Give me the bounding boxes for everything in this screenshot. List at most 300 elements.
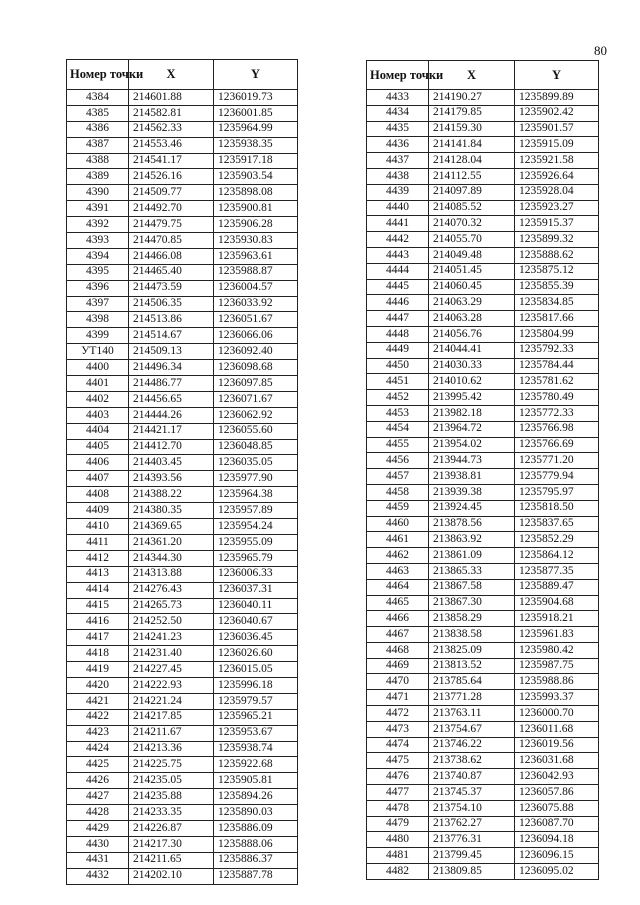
x-coordinate-cell: 213763.11: [429, 706, 515, 722]
table-row: [367, 864, 599, 880]
table-row: [367, 342, 599, 358]
table-row: [367, 247, 599, 263]
point-number-cell: 4394: [67, 248, 129, 264]
x-coordinate-cell: 213825.09: [429, 642, 515, 658]
x-coordinate-cell: 213809.85: [429, 864, 515, 880]
y-coordinate-cell: 1235771.20: [515, 453, 599, 469]
x-coordinate-cell: 214055.70: [429, 232, 515, 248]
y-coordinate-cell: 1235901.57: [515, 121, 599, 137]
x-coordinate-cell: 214128.04: [429, 153, 515, 169]
table-row: [67, 248, 298, 264]
x-coordinate-cell: 213838.58: [429, 627, 515, 643]
y-coordinate-cell: 1236071.67: [214, 391, 298, 407]
x-coordinate-cell: 213938.81: [429, 469, 515, 485]
y-coordinate-cell: 1235888.06: [214, 836, 298, 852]
y-coordinate-cell: 1235963.61: [214, 248, 298, 264]
point-number-cell: 4449: [367, 342, 429, 358]
y-coordinate-cell: 1235877.35: [515, 563, 599, 579]
y-coordinate-cell: 1236066.06: [214, 328, 298, 344]
point-number-cell: 4393: [67, 233, 129, 249]
table-row: [67, 598, 298, 614]
y-coordinate-cell: 1235964.99: [214, 121, 298, 137]
x-coordinate-cell: 214526.16: [129, 169, 214, 185]
point-number-cell: 4400: [67, 360, 129, 376]
point-number-cell: 4390: [67, 185, 129, 201]
page-number: 80: [594, 43, 607, 58]
x-coordinate-cell: 213944.73: [429, 453, 515, 469]
point-number-cell: 4466: [367, 611, 429, 627]
y-coordinate-cell: 1236057.86: [515, 785, 599, 801]
table-row: [367, 105, 599, 121]
header-point-number: Номер точки: [367, 61, 429, 90]
table-row: [367, 232, 599, 248]
x-coordinate-cell: 214465.40: [129, 264, 214, 280]
x-coordinate-cell: 214225.75: [129, 757, 214, 773]
y-coordinate-cell: 1236097.85: [214, 376, 298, 392]
x-coordinate-cell: 214486.77: [129, 376, 214, 392]
y-coordinate-cell: 1235964.38: [214, 487, 298, 503]
table-row: [367, 500, 599, 516]
x-coordinate-cell: 214056.76: [429, 326, 515, 342]
point-number-cell: 4426: [67, 773, 129, 789]
y-coordinate-cell: 1235954.24: [214, 519, 298, 535]
y-coordinate-cell: 1236036.45: [214, 630, 298, 646]
table-row: [367, 484, 599, 500]
point-number-cell: 4434: [367, 105, 429, 121]
x-coordinate-cell: 213924.45: [429, 500, 515, 516]
x-coordinate-cell: 214509.13: [129, 344, 214, 360]
table-row: [67, 439, 298, 455]
x-coordinate-cell: 214265.73: [129, 598, 214, 614]
y-coordinate-cell: 1235766.69: [515, 437, 599, 453]
x-coordinate-cell: 214393.56: [129, 471, 214, 487]
point-number-cell: УТ140: [67, 344, 129, 360]
x-coordinate-cell: 214049.48: [429, 247, 515, 263]
table-row: [367, 311, 599, 327]
table-row: [367, 216, 599, 232]
y-coordinate-cell: 1235938.74: [214, 741, 298, 757]
point-number-cell: 4386: [67, 121, 129, 137]
x-coordinate-cell: 214190.27: [429, 90, 515, 106]
y-coordinate-cell: 1236011.68: [515, 721, 599, 737]
table-row: [367, 421, 599, 437]
y-coordinate-cell: 1235766.98: [515, 421, 599, 437]
x-coordinate-cell: 214030.33: [429, 358, 515, 374]
x-coordinate-cell: 213738.62: [429, 753, 515, 769]
table-row: [67, 407, 298, 423]
table-row: [67, 709, 298, 725]
point-number-cell: 4448: [367, 326, 429, 342]
y-coordinate-cell: 1236062.92: [214, 407, 298, 423]
point-number-cell: 4414: [67, 582, 129, 598]
table-row: [367, 121, 599, 137]
table-row: [367, 437, 599, 453]
point-number-cell: 4444: [367, 263, 429, 279]
point-number-cell: 4401: [67, 376, 129, 392]
table-row: [67, 805, 298, 821]
point-number-cell: 4423: [67, 725, 129, 741]
table-row: [67, 646, 298, 662]
y-coordinate-cell: 1235898.08: [214, 185, 298, 201]
table-row: [67, 566, 298, 582]
point-number-cell: 4446: [367, 295, 429, 311]
table-row: [67, 868, 298, 884]
table-row: [367, 800, 599, 816]
point-number-cell: 4477: [367, 785, 429, 801]
table-row: [67, 836, 298, 852]
point-number-cell: 4440: [367, 200, 429, 216]
table-row: [67, 153, 298, 169]
point-number-cell: 4451: [367, 374, 429, 390]
y-coordinate-cell: 1235818.50: [515, 500, 599, 516]
x-coordinate-cell: 213745.37: [429, 785, 515, 801]
table-row: [367, 532, 599, 548]
x-coordinate-cell: 214070.32: [429, 216, 515, 232]
point-number-cell: 4459: [367, 500, 429, 516]
y-coordinate-cell: 1235988.87: [214, 264, 298, 280]
y-coordinate-cell: 1235817.66: [515, 311, 599, 327]
y-coordinate-cell: 1235781.62: [515, 374, 599, 390]
x-coordinate-cell: 214496.34: [129, 360, 214, 376]
x-coordinate-cell: 214344.30: [129, 550, 214, 566]
table-row: [67, 169, 298, 185]
point-number-cell: 4384: [67, 90, 129, 106]
x-coordinate-cell: 214479.75: [129, 217, 214, 233]
table-row: [367, 548, 599, 564]
y-coordinate-cell: 1236096.15: [515, 848, 599, 864]
x-coordinate-cell: 214541.17: [129, 153, 214, 169]
y-coordinate-cell: 1235965.21: [214, 709, 298, 725]
y-coordinate-cell: 1235795.97: [515, 484, 599, 500]
x-coordinate-cell: 213954.02: [429, 437, 515, 453]
point-number-cell: 4388: [67, 153, 129, 169]
y-coordinate-cell: 1235928.04: [515, 184, 599, 200]
point-number-cell: 4429: [67, 820, 129, 836]
y-coordinate-cell: 1235993.37: [515, 690, 599, 706]
y-coordinate-cell: 1236000.70: [515, 706, 599, 722]
table-row: [67, 582, 298, 598]
point-number-cell: 4406: [67, 455, 129, 471]
point-number-cell: 4443: [367, 247, 429, 263]
table-row: [67, 328, 298, 344]
point-number-cell: 4468: [367, 642, 429, 658]
y-coordinate-cell: 1235900.81: [214, 201, 298, 217]
y-coordinate-cell: 1235780.49: [515, 390, 599, 406]
header-y: Y: [214, 60, 298, 90]
y-coordinate-cell: 1236004.57: [214, 280, 298, 296]
y-coordinate-cell: 1235921.58: [515, 153, 599, 169]
y-coordinate-cell: 1235996.18: [214, 677, 298, 693]
y-coordinate-cell: 1235889.47: [515, 579, 599, 595]
x-coordinate-cell: 214444.26: [129, 407, 214, 423]
table-row: [367, 785, 599, 801]
y-coordinate-cell: 1235772.33: [515, 405, 599, 421]
table-row: [367, 737, 599, 753]
x-coordinate-cell: 214060.45: [429, 279, 515, 295]
x-coordinate-cell: 213939.38: [429, 484, 515, 500]
table-header-row: [67, 60, 298, 90]
point-number-cell: 4458: [367, 484, 429, 500]
point-number-cell: 4395: [67, 264, 129, 280]
y-coordinate-cell: 1235904.68: [515, 595, 599, 611]
x-coordinate-cell: 214388.22: [129, 487, 214, 503]
table-row: [367, 453, 599, 469]
table-row: [367, 90, 599, 106]
x-coordinate-cell: 213785.64: [429, 674, 515, 690]
x-coordinate-cell: 214276.43: [129, 582, 214, 598]
x-coordinate-cell: 214514.67: [129, 328, 214, 344]
table-row: [367, 674, 599, 690]
x-coordinate-cell: 214241.23: [129, 630, 214, 646]
point-number-cell: 4424: [67, 741, 129, 757]
x-coordinate-cell: 214361.20: [129, 534, 214, 550]
point-number-cell: 4456: [367, 453, 429, 469]
point-number-cell: 4438: [367, 168, 429, 184]
coordinates-table-right: [366, 60, 599, 880]
x-coordinate-cell: 214063.28: [429, 311, 515, 327]
point-number-cell: 4405: [67, 439, 129, 455]
point-number-cell: 4462: [367, 548, 429, 564]
y-coordinate-cell: 1236042.93: [515, 769, 599, 785]
point-number-cell: 4476: [367, 769, 429, 785]
x-coordinate-cell: 214227.45: [129, 662, 214, 678]
y-coordinate-cell: 1235979.57: [214, 693, 298, 709]
table-row: [67, 503, 298, 519]
y-coordinate-cell: 1236075.88: [515, 800, 599, 816]
table-row: [367, 516, 599, 532]
table-row: [67, 217, 298, 233]
point-number-cell: 4467: [367, 627, 429, 643]
x-coordinate-cell: 213861.09: [429, 548, 515, 564]
y-coordinate-cell: 1235922.68: [214, 757, 298, 773]
point-number-cell: 4407: [67, 471, 129, 487]
x-coordinate-cell: 214211.65: [129, 852, 214, 868]
x-coordinate-cell: 214222.93: [129, 677, 214, 693]
point-number-cell: 4482: [367, 864, 429, 880]
table-row: [67, 662, 298, 678]
table-row: [67, 471, 298, 487]
y-coordinate-cell: 1236040.67: [214, 614, 298, 630]
x-coordinate-cell: 214010.62: [429, 374, 515, 390]
y-coordinate-cell: 1236092.40: [214, 344, 298, 360]
point-number-cell: 4410: [67, 519, 129, 535]
y-coordinate-cell: 1235855.39: [515, 279, 599, 295]
y-coordinate-cell: 1236055.60: [214, 423, 298, 439]
x-coordinate-cell: 213754.10: [429, 800, 515, 816]
x-coordinate-cell: 213964.72: [429, 421, 515, 437]
table-row: [67, 90, 298, 106]
table-row: [367, 295, 599, 311]
x-coordinate-cell: 214235.88: [129, 789, 214, 805]
x-coordinate-cell: 213863.92: [429, 532, 515, 548]
point-number-cell: 4389: [67, 169, 129, 185]
x-coordinate-cell: 214097.89: [429, 184, 515, 200]
y-coordinate-cell: 1235977.90: [214, 471, 298, 487]
x-coordinate-cell: 213878.56: [429, 516, 515, 532]
x-coordinate-cell: 214141.84: [429, 137, 515, 153]
table-row: [67, 233, 298, 249]
coordinates-table-left: [66, 59, 298, 885]
point-number-cell: 4475: [367, 753, 429, 769]
point-number-cell: 4391: [67, 201, 129, 217]
y-coordinate-cell: 1235965.79: [214, 550, 298, 566]
y-coordinate-cell: 1236001.85: [214, 105, 298, 121]
y-coordinate-cell: 1235915.37: [515, 216, 599, 232]
table-row: [67, 280, 298, 296]
y-coordinate-cell: 1235899.32: [515, 232, 599, 248]
table-row: [367, 579, 599, 595]
x-coordinate-cell: 214380.35: [129, 503, 214, 519]
table-row: [367, 642, 599, 658]
y-coordinate-cell: 1236051.67: [214, 312, 298, 328]
table-row: [67, 391, 298, 407]
table-row: [367, 611, 599, 627]
point-number-cell: 4397: [67, 296, 129, 312]
table-row: [367, 137, 599, 153]
y-coordinate-cell: 1235886.09: [214, 820, 298, 836]
point-number-cell: 4415: [67, 598, 129, 614]
x-coordinate-cell: 214562.33: [129, 121, 214, 137]
table-row: [67, 344, 298, 360]
table-row: [67, 773, 298, 789]
y-coordinate-cell: 1235888.62: [515, 247, 599, 263]
x-coordinate-cell: 213771.28: [429, 690, 515, 706]
x-coordinate-cell: 214063.29: [429, 295, 515, 311]
x-coordinate-cell: 214601.88: [129, 90, 214, 106]
y-coordinate-cell: 1236019.56: [515, 737, 599, 753]
y-coordinate-cell: 1235864.12: [515, 548, 599, 564]
point-number-cell: 4413: [67, 566, 129, 582]
point-number-cell: 4470: [367, 674, 429, 690]
point-number-cell: 4453: [367, 405, 429, 421]
y-coordinate-cell: 1235988.86: [515, 674, 599, 690]
x-coordinate-cell: 214085.52: [429, 200, 515, 216]
point-number-cell: 4416: [67, 614, 129, 630]
point-number-cell: 4385: [67, 105, 129, 121]
x-coordinate-cell: 214421.17: [129, 423, 214, 439]
table-row: [367, 816, 599, 832]
table-row: [67, 820, 298, 836]
x-coordinate-cell: 214509.77: [129, 185, 214, 201]
y-coordinate-cell: 1236031.68: [515, 753, 599, 769]
table-row: [67, 630, 298, 646]
y-coordinate-cell: 1236048.85: [214, 439, 298, 455]
x-coordinate-cell: 214412.70: [129, 439, 214, 455]
y-coordinate-cell: 1236094.18: [515, 832, 599, 848]
y-coordinate-cell: 1235953.67: [214, 725, 298, 741]
y-coordinate-cell: 1235894.26: [214, 789, 298, 805]
point-number-cell: 4421: [67, 693, 129, 709]
x-coordinate-cell: 213799.45: [429, 848, 515, 864]
y-coordinate-cell: 1235779.94: [515, 469, 599, 485]
point-number-cell: 4430: [67, 836, 129, 852]
x-coordinate-cell: 214217.30: [129, 836, 214, 852]
y-coordinate-cell: 1235938.35: [214, 137, 298, 153]
x-coordinate-cell: 214313.88: [129, 566, 214, 582]
table-row: [367, 469, 599, 485]
point-number-cell: 4427: [67, 789, 129, 805]
point-number-cell: 4464: [367, 579, 429, 595]
table-row: [67, 312, 298, 328]
x-coordinate-cell: 214513.86: [129, 312, 214, 328]
point-number-cell: 4478: [367, 800, 429, 816]
table-row: [367, 721, 599, 737]
y-coordinate-cell: 1236035.05: [214, 455, 298, 471]
table-row: [367, 326, 599, 342]
x-coordinate-cell: 214233.35: [129, 805, 214, 821]
x-coordinate-cell: 213867.58: [429, 579, 515, 595]
table-row: [367, 374, 599, 390]
point-number-cell: 4454: [367, 421, 429, 437]
y-coordinate-cell: 1236098.68: [214, 360, 298, 376]
point-number-cell: 4457: [367, 469, 429, 485]
y-coordinate-cell: 1235915.09: [515, 137, 599, 153]
point-number-cell: 4428: [67, 805, 129, 821]
point-number-cell: 4447: [367, 311, 429, 327]
y-coordinate-cell: 1236026.60: [214, 646, 298, 662]
point-number-cell: 4455: [367, 437, 429, 453]
point-number-cell: 4433: [367, 90, 429, 106]
point-number-cell: 4420: [67, 677, 129, 693]
point-number-cell: 4399: [67, 328, 129, 344]
point-number-cell: 4463: [367, 563, 429, 579]
table-row: [67, 185, 298, 201]
y-coordinate-cell: 1235890.03: [214, 805, 298, 821]
table-row: [67, 725, 298, 741]
point-number-cell: 4412: [67, 550, 129, 566]
table-row: [367, 769, 599, 785]
x-coordinate-cell: 213995.42: [429, 390, 515, 406]
table-row: [367, 153, 599, 169]
point-number-cell: 4461: [367, 532, 429, 548]
y-coordinate-cell: 1235987.75: [515, 658, 599, 674]
x-coordinate-cell: 214226.87: [129, 820, 214, 836]
x-coordinate-cell: 214506.35: [129, 296, 214, 312]
x-coordinate-cell: 214473.59: [129, 280, 214, 296]
x-coordinate-cell: 213858.29: [429, 611, 515, 627]
x-coordinate-cell: 213867.30: [429, 595, 515, 611]
point-number-cell: 4418: [67, 646, 129, 662]
y-coordinate-cell: 1235792.33: [515, 342, 599, 358]
table-row: [367, 358, 599, 374]
x-coordinate-cell: 214112.55: [429, 168, 515, 184]
header-y: Y: [515, 61, 599, 90]
y-coordinate-cell: 1235930.83: [214, 233, 298, 249]
y-coordinate-cell: 1235923.27: [515, 200, 599, 216]
y-coordinate-cell: 1235980.42: [515, 642, 599, 658]
point-number-cell: 4402: [67, 391, 129, 407]
y-coordinate-cell: 1235834.85: [515, 295, 599, 311]
y-coordinate-cell: 1235886.37: [214, 852, 298, 868]
point-number-cell: 4437: [367, 153, 429, 169]
point-number-cell: 4445: [367, 279, 429, 295]
y-coordinate-cell: 1235852.29: [515, 532, 599, 548]
point-number-cell: 4479: [367, 816, 429, 832]
table-row: [367, 405, 599, 421]
x-coordinate-cell: 213740.87: [429, 769, 515, 785]
table-row: [367, 279, 599, 295]
table-row: [367, 184, 599, 200]
point-number-cell: 4465: [367, 595, 429, 611]
y-coordinate-cell: 1235961.83: [515, 627, 599, 643]
y-coordinate-cell: 1235875.12: [515, 263, 599, 279]
y-coordinate-cell: 1236019.73: [214, 90, 298, 106]
y-coordinate-cell: 1235902.42: [515, 105, 599, 121]
point-number-cell: 4432: [67, 868, 129, 884]
y-coordinate-cell: 1235926.64: [515, 168, 599, 184]
table-row: [67, 757, 298, 773]
table-row: [67, 741, 298, 757]
